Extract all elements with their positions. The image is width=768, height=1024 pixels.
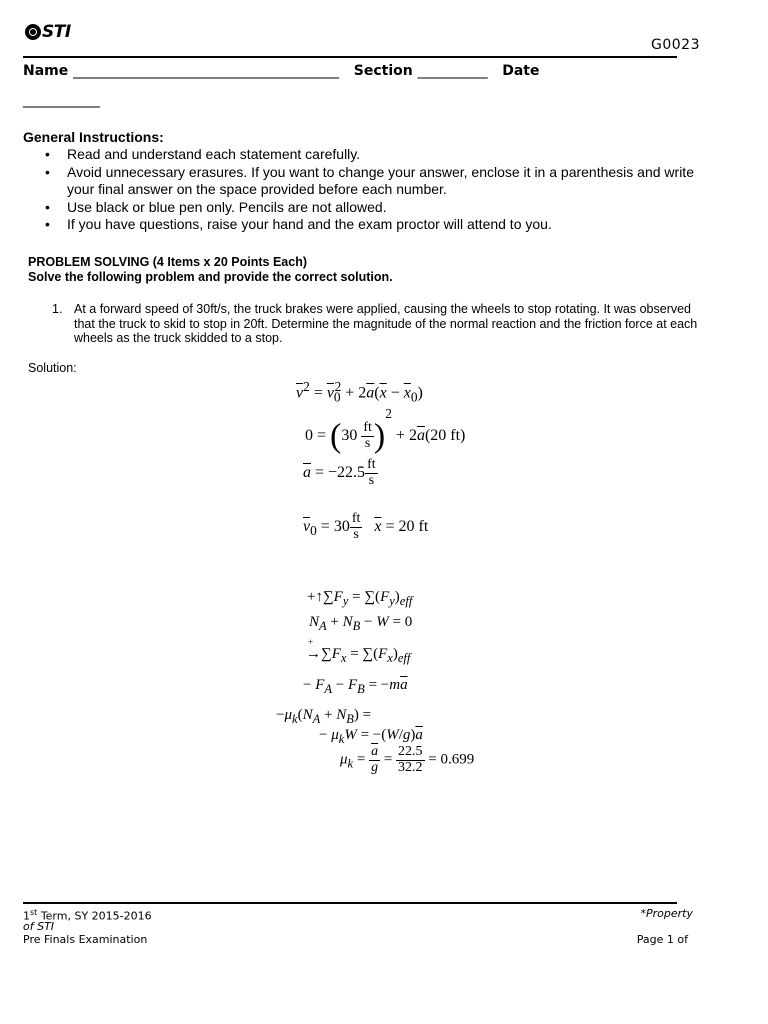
equation-1: $\overline{v}^2 = \overline{v}_0^2 + 2\overline{a}(\overline{x} - \overline{x}_0)$ — [296, 379, 423, 405]
problem-text: At a forward speed of 30ft/s, the truck brakes were applied, causing the wheels to stop rotating. It was observed that the truck to skid to stop in 20ft. Determine the magnitude of the normal reaction and the friction force at each wheels as the truck skidded to a stop. — [74, 302, 698, 345]
equation-4: $\overline{v}_0 = 30$ $\frac{ft}{s}$ $\overline{x} = 20$ ft — [303, 511, 429, 542]
list-item: • Read and understand each statement carefully. — [45, 146, 710, 164]
name-blank[interactable]: ______________________________________ — [73, 63, 340, 79]
section-label: Section — [353, 63, 413, 79]
equation-11: $\mu_k$ = $\frac{\overline{a}}{g}$ = $\frac{22.5}{32.2}$ = 0.699 — [340, 744, 475, 775]
date-label: Date — [502, 63, 540, 79]
equation-9: $-\mu_k(N_A + N_B)$ = — [276, 707, 372, 726]
equation-5: $+↑\sum F_y = \sum(F_y)_{eff}$ — [307, 589, 413, 608]
footer-exam: Pre Finals Examination — [23, 933, 148, 946]
list-item: • Avoid unnecessary erasures. If you want to change your answer, enclose it in a parenthesis and write your final answer on the space provided before each number. — [45, 164, 710, 199]
name-label: Name — [23, 63, 69, 79]
footer-property-line1: *Property — [640, 907, 693, 920]
list-item: • Use black or blue pen only. Pencils are not allowed. — [45, 199, 710, 217]
header-rule — [23, 56, 677, 58]
exam-code: G0023 — [651, 37, 700, 53]
logo-text: STI — [42, 22, 71, 42]
solution-label: Solution: — [28, 361, 77, 375]
sti-logo — [25, 22, 71, 42]
section-subtitle: Solve the following problem and provide the correct solution. — [28, 270, 393, 284]
footer-page: Page 1 of — [636, 933, 688, 946]
globe-icon — [25, 24, 41, 40]
footer-rule — [23, 902, 677, 904]
problem-section-header — [28, 255, 393, 285]
section-blank[interactable]: __________ — [417, 63, 488, 79]
instructions-list — [45, 146, 710, 234]
equation-10: − $\mu_kW = -(W/g)\overline{a}$ — [319, 727, 423, 746]
name-row — [23, 63, 539, 79]
instructions-title: General Instructions: — [23, 129, 164, 145]
equation-6: $N_A + N_B - W = 0$ — [309, 614, 413, 633]
list-item: • If you have questions, raise your hand and the exam proctor will attend to you. — [45, 216, 710, 234]
footer-property-line2: of STI — [23, 920, 55, 933]
date-blank[interactable]: ___________ — [23, 92, 100, 108]
equation-8: − $F_A - F_B = -m\overline{a}$ — [303, 677, 408, 696]
equation-2: 0 = (30 $\frac{ft}{s}$ )$^2 + 2\overline{a}(20$ ft) — [305, 406, 466, 455]
footer-term: 1st Term, SY 2015-2016 — [23, 908, 152, 923]
equation-3: $\overline{a} = -22.5$ $\frac{ft}{s}$ — [303, 457, 376, 488]
section-title: PROBLEM SOLVING (4 Items x 20 Points Each) — [28, 255, 307, 269]
problem-number: 1. — [52, 302, 63, 316]
equation-7: + $\to\sum F_x = \sum(F_x)_{eff}$ — [306, 637, 411, 665]
problem-1 — [52, 302, 712, 346]
